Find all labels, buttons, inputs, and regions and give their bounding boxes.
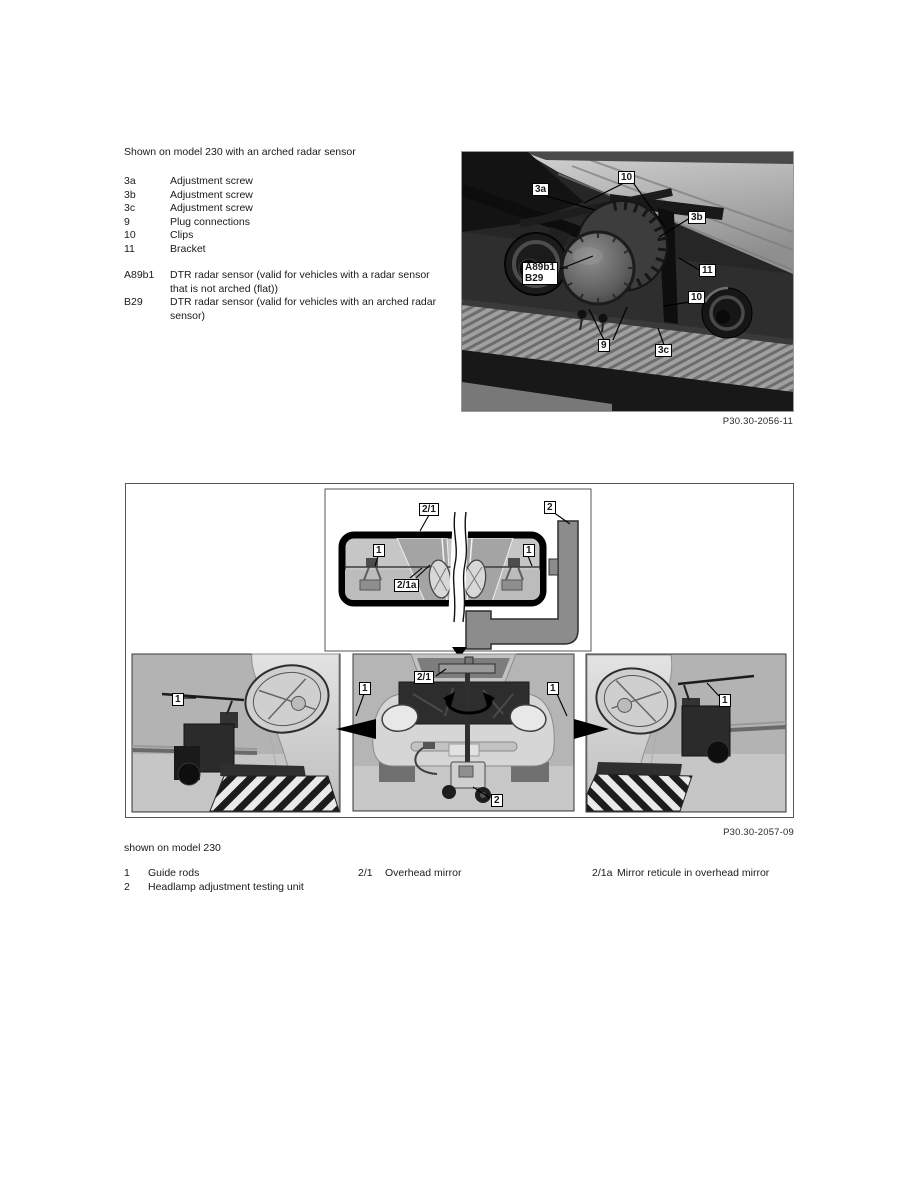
callout-a89b1: A89b1	[525, 262, 556, 273]
legend-key: 11	[124, 242, 135, 255]
legend-key: 3a	[124, 175, 136, 187]
callout-inset-2: 2	[544, 501, 556, 514]
unit-pole	[465, 673, 470, 775]
legend-key: 3b	[124, 188, 136, 201]
callout-3b: 3b	[688, 211, 706, 224]
legend-row	[124, 175, 459, 189]
headlamp-figure-illustration	[126, 484, 793, 817]
legend-row	[124, 310, 469, 324]
callout-10-mid: 10	[688, 291, 705, 304]
legend-key: 3c	[124, 202, 136, 215]
callout-inset-1-right: 1	[523, 544, 535, 557]
legend-row	[124, 881, 354, 895]
overhead-mirror-bar	[439, 664, 495, 673]
callout-9: 9	[598, 339, 610, 352]
legend-desc: Adjustment screw	[170, 175, 253, 187]
radar-sensor-photo	[462, 152, 793, 411]
license-plate	[449, 744, 479, 756]
legend-row	[124, 283, 469, 297]
legend-key: 1	[124, 867, 130, 879]
headlamp-note: shown on model 230	[124, 842, 221, 854]
legend-desc: Guide rods	[148, 867, 200, 879]
legend-row	[124, 229, 459, 243]
legend-row	[124, 867, 354, 881]
legend-key: A89b1	[124, 269, 155, 281]
engine-bay-illustration	[462, 152, 793, 411]
legend-desc: Adjustment screw	[170, 188, 253, 201]
headlamp-adjustment-figure	[125, 483, 794, 818]
callout-center-21: 2/1	[414, 671, 434, 684]
callout-a89b1-b29	[522, 262, 558, 285]
legend-desc: Overhead mirror	[385, 867, 462, 879]
legend-key: 10	[124, 229, 136, 242]
hazard-platform	[587, 774, 692, 811]
legend-key: 2	[124, 880, 130, 893]
figure-caption-headlamp: P30.30-2057-09	[723, 827, 794, 838]
radar-legend	[124, 175, 459, 257]
callout-center-1-right: 1	[547, 682, 559, 695]
headlamp-legend-col3	[592, 867, 802, 881]
radar-intro-text: Shown on model 230 with an arched radar sensor	[124, 146, 356, 158]
callout-center-2: 2	[491, 794, 503, 807]
hazard-platform	[210, 776, 339, 811]
legend-row	[124, 243, 459, 257]
legend-desc: Mirror reticule in overhead mirror	[617, 867, 770, 879]
callout-center-1-left: 1	[359, 682, 371, 695]
callout-11: 11	[699, 264, 716, 277]
photo-right	[586, 654, 786, 812]
headlamp-legend-col2	[358, 867, 578, 881]
callout-3c: 3c	[655, 344, 672, 357]
legend-key: 9	[124, 215, 130, 228]
legend-row	[592, 867, 802, 881]
mirror-mount-tab	[549, 559, 558, 575]
legend-row	[124, 296, 469, 310]
legend-key: 2/1	[358, 867, 373, 879]
legend-row	[124, 269, 469, 283]
figure-caption-radar: P30.30-2056-11	[722, 416, 793, 427]
legend-desc: Adjustment screw	[170, 202, 253, 215]
callout-b29: B29	[525, 272, 544, 284]
legend-desc: Plug connections	[170, 215, 250, 228]
callout-right-photo-1: 1	[719, 694, 731, 707]
legend-row	[124, 202, 459, 216]
callout-3a: 3a	[532, 183, 549, 196]
callout-10-top: 10	[618, 171, 635, 184]
legend-desc: DTR radar sensor (valid for vehicles with an arched radar	[170, 296, 437, 309]
legend-desc: that is not arched (flat))	[170, 282, 278, 295]
legend-desc: Clips	[170, 229, 194, 242]
horn-right	[702, 288, 752, 338]
callout-inset-21a: 2/1a	[394, 579, 419, 592]
legend-desc: Headlamp adjustment testing unit	[148, 880, 304, 893]
legend-row	[358, 867, 578, 881]
callout-inset-21: 2/1	[419, 503, 439, 516]
legend-desc: Bracket	[170, 242, 206, 255]
legend-key: B29	[124, 296, 143, 309]
callout-inset-1-left: 1	[373, 544, 385, 557]
radar-sensor-legend	[124, 269, 469, 323]
legend-row	[124, 216, 459, 230]
inset-diagram	[325, 489, 591, 658]
legend-desc: sensor)	[170, 309, 206, 322]
legend-row	[124, 189, 459, 203]
legend-key: 2/1a	[592, 867, 613, 879]
callout-left-photo-1: 1	[172, 693, 184, 706]
photo-left	[132, 654, 340, 812]
headlamp-legend-col1	[124, 867, 354, 894]
legend-desc: DTR radar sensor (valid for vehicles with a radar sensor	[170, 269, 430, 281]
photo-center	[353, 654, 574, 811]
